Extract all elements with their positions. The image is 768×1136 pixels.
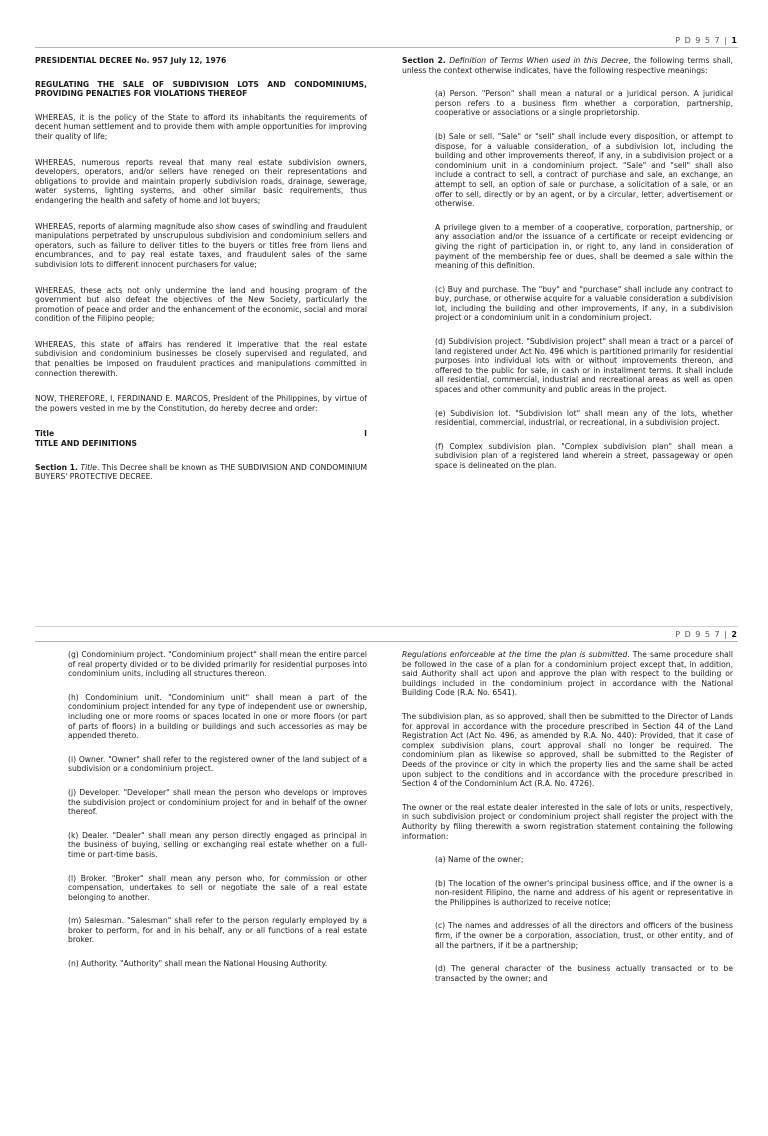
- page-number-value: 1: [731, 36, 738, 45]
- info-item: (b) The location of the owner's principal business office, and if the owner is a non-resident Filipino, the name and address of his agent or representative in the Philippines is authorized to receive notice;: [435, 878, 733, 907]
- regulations-paragraph: [402, 650, 733, 698]
- title-heading-line: [35, 429, 367, 439]
- title-numeral: I: [364, 429, 367, 439]
- page-number-value: 2: [731, 630, 738, 639]
- definition-item: (k) Dealer. "Dealer" shall mean any person directly engaged as principal in the business of buying, selling or exchanging real estate whether on a full-time or part-time basis.: [68, 830, 367, 859]
- page-number-2: [675, 630, 738, 639]
- page-top-rule: [35, 626, 738, 627]
- definition-item: (e) Subdivision lot. "Subdivision lot" shall mean any of the lots, whether residential, commercial, industrial, or recreational, in a subdivision project.: [435, 408, 733, 428]
- body-paragraph: The owner or the real estate dealer interested in the sale of lots or units, respectively, in such subdivision project or condominium project shall register the project with the Authority by filing therewith a sworn registration statement containing the following information:: [402, 802, 733, 841]
- right-column: [402, 56, 733, 480]
- header-rule: [35, 641, 738, 642]
- right-column: [402, 650, 733, 993]
- document-page-2: [0, 626, 768, 1136]
- header-rule: [35, 47, 738, 48]
- info-item: (d) The general character of the business actually transacted or to be transacted by the owner; and: [435, 964, 733, 983]
- section-2-text: , the following terms shall, unless the context otherwise indicates, have the following respective meanings:: [402, 56, 733, 75]
- section-2-italic: Definition of Terms When used in this Decree: [449, 56, 629, 65]
- document-page-1: [0, 0, 768, 510]
- left-column: [35, 56, 367, 491]
- definition-item: (m) Salesman. "Salesman" shall refer to the person regularly employed by a broker to perform, for and in his behalf, any or all functions of a real estate broker.: [68, 916, 367, 945]
- whereas-paragraph: WHEREAS, these acts not only undermine the land and housing program of the government but also defeat the objectives of the New Society, particularly the promotion of peace and order and the enhancement of the economic, social and moral condition of the Filipino people;: [35, 285, 367, 324]
- definition-item: (a) Person. "Person" shall mean a natural or a juridical person. A juridical person refers to a business firm whether a corporation, partnership, cooperative or associations or a single proprietorship.: [435, 89, 733, 118]
- definition-item: (f) Complex subdivision plan. "Complex subdivision plan" shall mean a subdivision plan of a registered land wherein a street, passageway or open space is delineated on the plan.: [435, 441, 733, 470]
- whereas-paragraph: WHEREAS, this state of affairs has rendered it imperative that the real estate subdivision and condominium businesses be closely supervised and regulated, and that penalties be imposed on fraudulent practices and manipulations committed in connection therewith.: [35, 339, 367, 378]
- definition-item: (l) Broker. "Broker" shall mean any person who, for commission or other compensation, undertakes to sell or negotiate the sale of a real estate belonging to another.: [68, 873, 367, 902]
- definitions-list: [402, 89, 733, 470]
- section-1: [35, 463, 367, 482]
- definition-item: A privilege given to a member of a cooperative, corporation, partnership, or any association and/or the issuance of a certificate or receipt evidencing or giving the right of participation in, or right to, any land in consideration of payment of the membership fee or dues, shall be deemed a sale within the meaning of this definition.: [435, 222, 733, 271]
- section-1-text: . This Decree shall be known as THE SUBDIVISION AND CONDOMINIUM BUYERS' PROTECTIVE DECREE.: [35, 462, 367, 482]
- section-1-italic: Title: [80, 462, 97, 472]
- definition-item: (g) Condominium project. "Condominium project" shall mean the entire parcel of real property divided or to be divided primarily for residential purposes into condominium units, including all structures thereon.: [68, 650, 367, 679]
- whereas-paragraph: WHEREAS, numerous reports reveal that many real estate subdivision owners, developers, operators, and/or sellers have reneged on their representations and obligations to provide and maintain properly subdivision roads, drainage, sewerage, water systems, lighting systems, and other similar basic requirements, thus endangering the health and safety of home and lot buyers;: [35, 157, 367, 205]
- definition-item: (b) Sale or sell. "Sale" or "sell" shall include every disposition, or attempt to dispose, for a valuable consideration, of a subdivision lot, including the building and other improvements thereof, if any, in a subdivision project or a condominium unit in a condominium project. "Sale" and "sell" shall also include a contract to sell, a contract of purchase and sale, an exchange, an attempt to sell, an option of sale or purchase, a solicitation of a sale, or an offer to sell, directly or by an agent, or by a circular, letter, advertisement or otherwise.: [435, 131, 733, 209]
- whereas-paragraph: WHEREAS, reports of alarming magnitude also show cases of swindling and fraudulent manipulations perpetrated by unscrupulous subdivision and condominium sellers and operators, such as failure to deliver titles to the buyers or titles free from liens and encumbrances, and to pay real estate taxes, and fraudulent sales of the same subdivision lots to different innocent purchasers for value;: [35, 221, 367, 269]
- body-paragraph: The subdivision plan, as so approved, shall then be submitted to the Director of Lands for approval in accordance with the procedure prescribed in Section 44 of the Land Registration Act (Act No. 496, as amended by R.A. No. 440): Provided, that it case of complex subdivision plans, court approval shall no longer be required. The condominium plan as likewise so approved, shall be submitted to the Register of Deeds of the province or city in which the property lies and the same shall be acted upon subject to the conditions and in accordance with the procedure prescribed in Section 4 of the Condominium Act (R.A. No. 4726).: [402, 711, 733, 789]
- info-item: (c) The names and addresses of all the directors and officers of the business firm, if the owner be a corporation, association, trust, or other entity, and of all the partners, if it be a partnership;: [435, 921, 733, 950]
- decree-subject: REGULATING THE SALE OF SUBDIVISION LOTS AND CONDOMINIUMS, PROVIDING PENALTIES FOR VIOLATIONS THEREOF: [35, 79, 367, 99]
- definition-item: (j) Developer. "Developer" shall mean the person who develops or improves the subdivision project or condominium project for and in behalf of the owner thereof.: [68, 787, 367, 817]
- page-number-1: [675, 36, 738, 45]
- info-item: (a) Name of the owner;: [435, 855, 524, 865]
- definition-item: (i) Owner. "Owner" shall refer to the registered owner of the land subject of a subdivision or a condominium project.: [68, 754, 367, 774]
- regulations-italic: Regulations enforceable at the time the plan is submitted: [402, 650, 628, 659]
- regulations-text: . The same procedure shall be followed in the case of a plan for a condominium project except that, in addition, said Authority shall act upon and approve the plan with respect to the building or buildings included in the condominium project in accordance with the National Building Code (R.A. No. 6541).: [402, 650, 734, 698]
- title-heading: TITLE AND DEFINITIONS: [35, 439, 138, 449]
- section-2: [402, 56, 733, 75]
- definition-item: (n) Authority. "Authority" shall mean the National Housing Authority.: [68, 959, 328, 969]
- page-label: P D 9 5 7 |: [675, 36, 728, 45]
- section-1-label: Section 1.: [35, 462, 78, 472]
- registration-info-list: [402, 855, 733, 983]
- whereas-paragraph: WHEREAS, it is the policy of the State to afford its inhabitants the requirements of decent human settlement and to provide them with ample opportunities for improving their quality of life;: [35, 112, 367, 141]
- page-label: P D 9 5 7 |: [675, 630, 728, 639]
- definition-item: (d) Subdivision project. "Subdivision project" shall mean a tract or a parcel of land registered under Act No. 496 which is partitioned primarily for residential purposes into individual lots with or without improvements thereon, and offered to the public for sale, in cash or in installment terms. It shall include all residential, commercial, industrial and recreational areas as well as open spaces and other community and public areas in the project.: [435, 337, 733, 395]
- definition-item: (c) Buy and purchase. The "buy" and "purchase" shall include any contract to buy, purchase, or otherwise acquire for a valuable consideration a subdivision lot, including the building and other improvements, if any, in a subdivision project or a condominium unit in a condominium project.: [435, 284, 733, 323]
- definition-item: (h) Condominium unit. "Condominium unit" shall mean a part of the condominium project intended for any type of independent use or ownership, including one or more rooms or spaces located in one or more floors (or part of parts of floors) in a building or buildings and such accessories as may be appended thereto.: [68, 692, 367, 741]
- now-therefore-paragraph: NOW, THEREFORE, I, FERDINAND E. MARCOS, President of the Philippines, by virtue of the powers vested in me by the Constitution, do hereby decree and order:: [35, 394, 367, 413]
- decree-title: PRESIDENTIAL DECREE No. 957 July 12, 1976: [35, 56, 227, 65]
- section-2-label: Section 2.: [402, 56, 446, 65]
- title-word: Title: [35, 429, 55, 439]
- left-column: [35, 650, 367, 978]
